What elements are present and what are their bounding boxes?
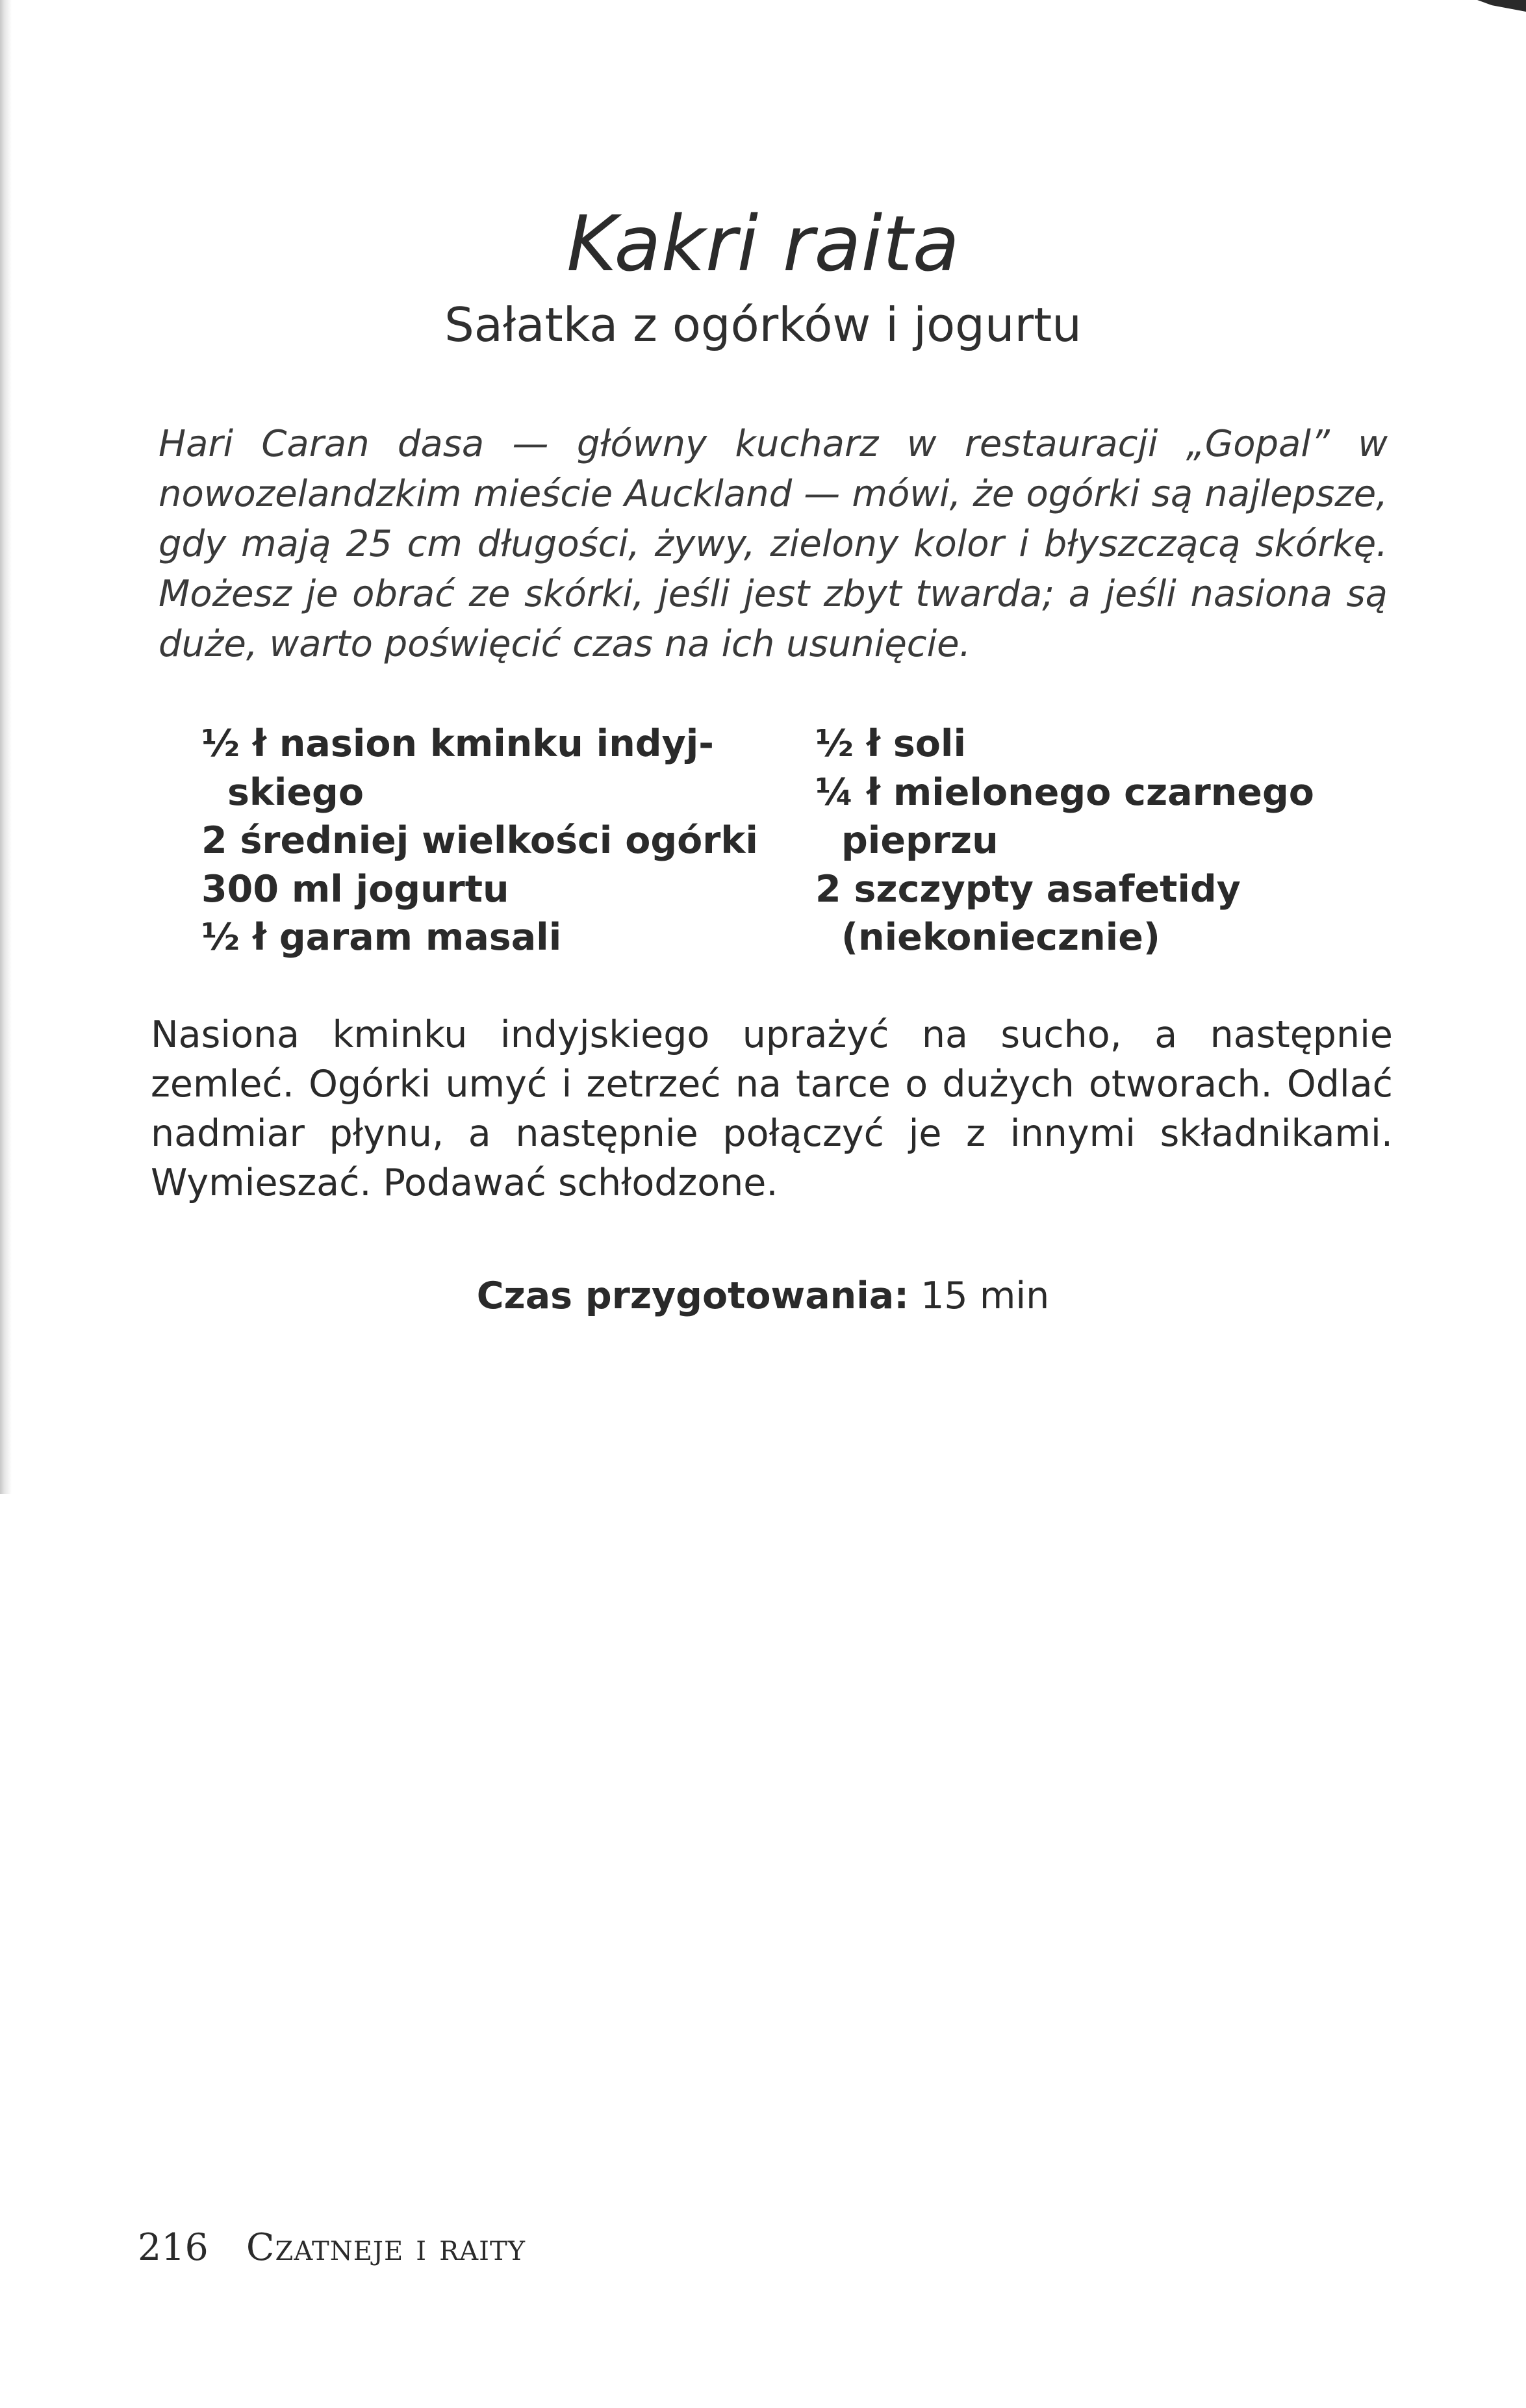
- page-footer: [138, 2222, 526, 2274]
- ingredient-line: ¼ ł mielonego czarnego: [815, 770, 1314, 814]
- ingredients-left-column: [201, 720, 786, 962]
- ingredient-line: skiego: [227, 770, 364, 814]
- recipe-title: Kakri raita: [566, 199, 960, 288]
- ingredient-line: 2 średniej wielkości ogórki: [201, 819, 758, 862]
- running-head: Czatneje i raity: [246, 2226, 526, 2269]
- ingredient-line: ½ ł soli: [815, 722, 967, 765]
- page-corner-mark: [1477, 0, 1526, 12]
- ingredient-line: ½ ł nasion kminku indyj-: [201, 722, 714, 765]
- ingredient-line: 300 ml jogurtu: [201, 867, 509, 911]
- recipe-method: Nasiona kminku indyjskiego uprażyć na sucho, a następnie zemleć. Ogórki umyć i zetrzeć na tarce o dużych otworach. Odlać nadmiar płynu, a następnie połączyć je z innymi składnikami. Wymieszać. Podawać schłodzone.: [151, 1013, 1393, 1204]
- ingredient-line: (niekoniecznie): [841, 916, 1160, 959]
- page-number: 216: [138, 2226, 209, 2269]
- prep-time: [0, 1270, 1526, 1322]
- ingredient-line: ½ ł garam masali: [201, 916, 562, 959]
- prep-time-value: 15 min: [921, 1274, 1050, 1317]
- ingredient-line: 2 szczypty asafetidy: [815, 867, 1241, 911]
- ingredient-line: pieprzu: [841, 819, 998, 862]
- prep-time-label: Czas przygotowania:: [476, 1274, 909, 1317]
- recipe-intro: Hari Caran dasa — główny kucharz w restauracji „Gopal” w nowozelandzkim mieście Auckland — mówi, że ogórki są najlepsze, gdy mają 25 cm długości, żywy, zielony kolor i błyszczącą skórkę. Możesz je obrać ze skórki, jeśli jest zbyt twarda; a jeśli nasiona są duże, warto poświęcić czas na ich usunięcie.: [159, 423, 1388, 665]
- ingredients-right-column: [815, 720, 1400, 962]
- recipe-subtitle: Sałatka z ogórków i jogurtu: [444, 298, 1082, 352]
